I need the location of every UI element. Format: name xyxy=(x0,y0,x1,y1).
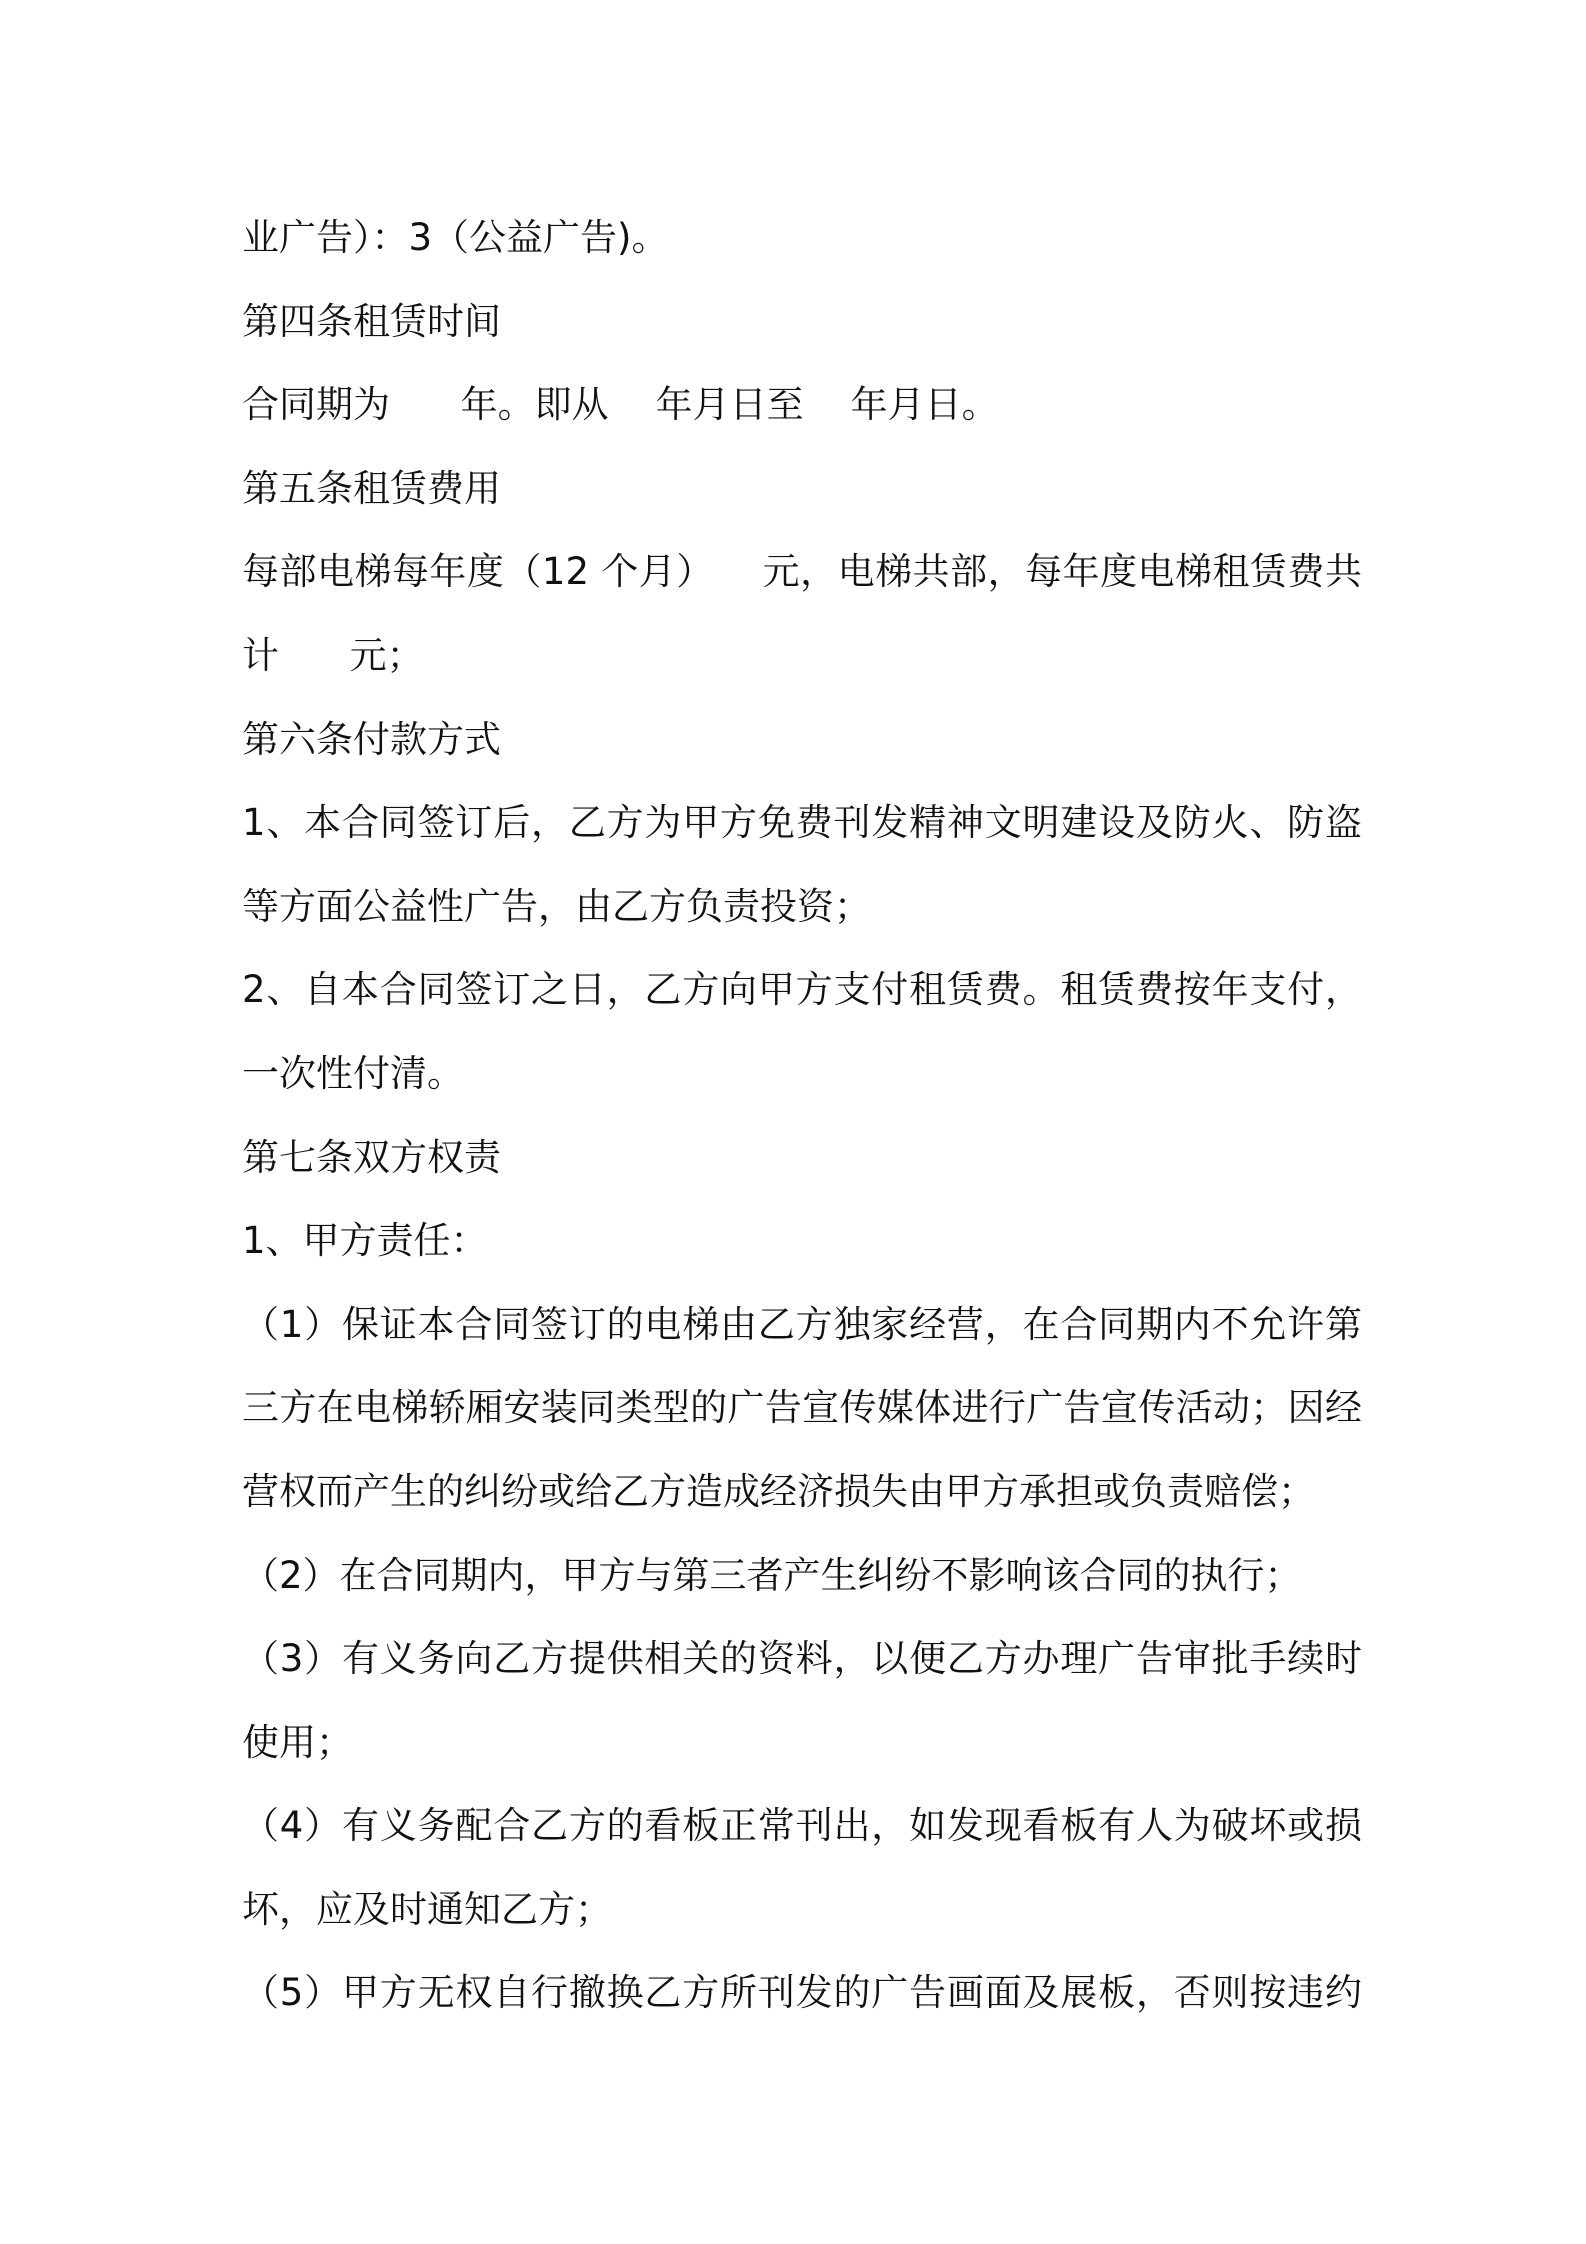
section-heading: 第七条双方权责 xyxy=(242,1135,501,1179)
text-line: 每部电梯每年度（12 个月） 元，电梯共部，每年度电梯租赁费共 xyxy=(242,550,1362,594)
text-line: 1、甲方责任： xyxy=(242,1219,488,1263)
text-line: 三方在电梯轿厢安装同类型的广告宣传媒体进行广告宣传活动；因经 xyxy=(242,1386,1362,1430)
text-line: 使用； xyxy=(242,1720,353,1764)
text-line: 等方面公益性广告，由乙方负责投资； xyxy=(242,884,871,928)
section-heading: 第五条租赁费用 xyxy=(242,466,501,510)
text-line: 合同期为 年。即从 年月日至 年月日。 xyxy=(242,383,999,427)
text-line: （3）有义务向乙方提供相关的资料，以便乙方办理广告审批手续时 xyxy=(242,1637,1362,1681)
section-heading: 第六条付款方式 xyxy=(242,717,501,761)
text-line: （2）在合同期内，甲方与第三者产生纠纷不影响该合同的执行； xyxy=(242,1553,1302,1597)
text-line: 坏，应及时通知乙方； xyxy=(242,1887,612,1931)
text-line: （1）保证本合同签订的电梯由乙方独家经营，在合同期内不允许第 xyxy=(242,1302,1362,1346)
text-line: 计 元； xyxy=(242,633,424,677)
text-line: 业广告）：3（公益广告)。 xyxy=(242,216,669,259)
text-line: 营权而产生的纠纷或给乙方造成经济损失由甲方承担或负责赔偿； xyxy=(242,1469,1315,1513)
text-line: 2、自本合同签订之日，乙方向甲方支付租赁费。租赁费按年支付， xyxy=(242,968,1362,1012)
section-heading: 第四条租赁时间 xyxy=(242,299,501,343)
text-line: （5）甲方无权自行撤换乙方所刊发的广告画面及展板，否则按违约 xyxy=(242,1971,1362,2015)
text-line: 一次性付清。 xyxy=(242,1051,464,1095)
document-body xyxy=(242,196,1362,2035)
text-line: 1、本合同签订后，乙方为甲方免费刊发精神文明建设及防火、防盗 xyxy=(242,801,1362,845)
text-line: （4）有义务配合乙方的看板正常刊出，如发现看板有人为破坏或损 xyxy=(242,1804,1362,1848)
